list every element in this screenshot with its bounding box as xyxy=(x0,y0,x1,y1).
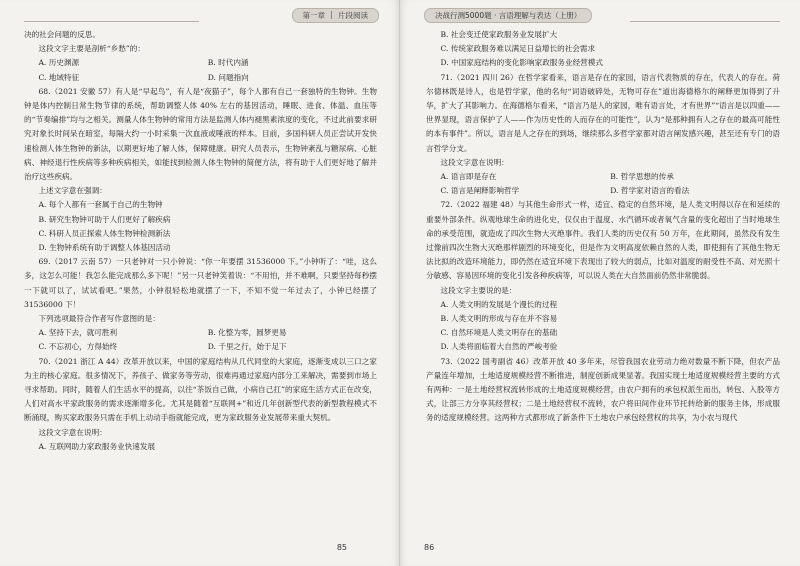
question-stem: 下列选项最符合作者写作意图的是： xyxy=(38,314,160,324)
option-c: C. 语言是阐释影响哲学 xyxy=(440,186,520,196)
left-page-header xyxy=(0,8,399,22)
option-d: D. 哲学家对语言的看法 xyxy=(610,186,690,196)
option-b: B. 研究生物钟可助于人们更好了解疾病 xyxy=(38,214,171,224)
question-73: 73.（2022 国考副省 46）改革开放 40 多年来，尽管我国农业劳动力绝对数量不断下降，但农产品产量连年增加，土地适度规模经营不断推进，制度创新成果显著。我国实现土地适度规模经营主要的方式有两种：一是土地经营权流转形成的土地适度规模经营，由农户拥有的承包权派生而出，转包、入股等方式，让部三方分享其经营权；二是土地经营权不流转，农户将田间作业环节托转给新的服务主体，形成服务的适度规模经营。这两种方式都形成了新条件下土地农户承包经营权的共享，为小农与现代 xyxy=(426,356,780,423)
option-b: B. 时代内涵 xyxy=(207,58,249,68)
options-69 xyxy=(24,326,377,354)
question-stem: 上述文字意在强调： xyxy=(38,186,107,196)
options-71 xyxy=(426,170,780,198)
book-title: 决战行测5000题 · 言语理解与表达（上册） xyxy=(435,10,582,20)
option-a: A. 历史渊源 xyxy=(38,58,80,68)
header-rule xyxy=(24,21,199,22)
question-70: 70.（2021 浙江 A 44）改革开放以来，中国的家庭结构从几代同堂的大家庭，逐渐变成以三口之家为主的核心家庭。很多情况下，养孩子、做家务等劳动，很难再通过家庭内部分工来解决，需要到市场上寻求帮助。同时，随着人们生活水平的提高，以往“茶饭自己做，小病自己扛”的家庭生活方式正在改变，人们对高水平家政服务的需求逐渐增多化。尤其是随着“互联网+”和近几年创新型代表的新型教程模式不断涌现，购买家政服务只需在手机上动动手指就能完成，更为家政服务业发展带来重大契机。 xyxy=(24,356,377,423)
page-number: 85 xyxy=(336,543,347,552)
option-b: B. 社会变迁使家政服务业发展扩大 xyxy=(440,30,558,39)
option-d: D. 问题指向 xyxy=(207,72,249,82)
question-stem: 这段文字意在说明： xyxy=(440,157,509,167)
option-a: A. 人类文明的发展是个漫长的过程 xyxy=(440,299,558,309)
question-stem: 这段文字主要说的是： xyxy=(440,285,517,295)
chapter-label: 第一章 xyxy=(302,10,325,20)
options-67 xyxy=(24,56,377,84)
option-d: D. 千里之行，始于足下 xyxy=(207,342,287,352)
right-page-body xyxy=(426,28,780,426)
option-c: C. 自然环境是人类文明存在的基础 xyxy=(440,328,558,338)
right-page-header xyxy=(400,8,800,22)
question-68: 68.（2021 安徽 57）有人是“早起鸟”，有人是“夜猫子”，每个人都有自己一套独特的生物钟。生物钟是体内控制日常生物节律的系统，帮助调整人体 40% 左右的基因活动，睡眠、进食、体温、血压等的“节奏编排”均与之相关。测量人体生物钟的常用方法是监测人体内褪黑素浓度的变化，不过此前要求研究对象长时间呆在暗室，每隔大约一小时采集一次血液或唾液的样本。目前，多国科研人员正尝试开发快速检测人体生物钟的新法，以期更好地了解人体，保障健康。研究人员表示，生物钟紊乱与糖尿病、心脏病、神经退行性疾病等多种疾病相关，如能找到检测人体生物钟的简便方法，将有助于人们更好地了解并治疗这些疾病。 xyxy=(24,86,377,182)
option-a: A. 语言即是存在 xyxy=(440,172,497,182)
right-page xyxy=(400,0,800,566)
question-69: 69.（2017 云南 57）一只老钟对一只小钟说：“你一年要摆 31536000 下。”小钟听了：“哇，这么多，这怎么可能！我怎么能完成那么多下呢！”另一只老钟笑着说：“不用怕，并不难啊，只要坚持每秒摆一下就可以了，试试看吧。”果然，小钟很轻松地就摆了一下，不知不觉一年过去了，小钟已经摆了 31536000 下！ xyxy=(24,257,377,309)
option-c: C. 传统家政服务难以满足日益增长的社会需求 xyxy=(440,44,596,54)
question-stem: 这段文字意在说明： xyxy=(38,427,107,437)
chapter-badge xyxy=(292,8,380,23)
option-d: D. 中国家庭结构的变化影响家政服务业经营模式 xyxy=(440,58,603,68)
option-a: A. 坚持下去，就可胜利 xyxy=(38,328,118,338)
page-number: 86 xyxy=(424,543,435,552)
question-stem: 这段文字主要是剖析“乡愁”的： xyxy=(38,44,145,54)
option-c: C. 科研人员正探索人体生物钟检测新法 xyxy=(38,228,171,238)
option-a: A. 互联网助力家政服务业快速发展 xyxy=(38,441,156,451)
question-71: 71.（2021 四川 26）在哲学家看来，语言是存在的家园，语言代表物质的存在，代表人的存在。荷尔德林既是诗人，也是哲学家，他的名句“词语破碎处，无物可存在”道出海德格尔的阐释更加得到了升华，扩大了其影响力。在海德格尔看来，“语言乃是人的家园，唯有语言处，才有世界”“语言是以四重——世界显现，语言保护了人——作为历史性的人而存在的可能性”，认为“是那种拥有人之存在的最高可能性的本有事件”。所以，语言是人之存在的到场，继续那么多哲学家都对语言阐发感兴趣，甚至还有专门的语言哲学分支。 xyxy=(426,72,780,153)
left-page-body xyxy=(24,28,377,454)
book-title-badge xyxy=(424,8,592,23)
option-b: B. 哲学思想的传承 xyxy=(610,172,674,182)
option-b: B. 化整为零，圆梦更易 xyxy=(207,328,287,338)
header-separator xyxy=(331,11,332,19)
question-72: 72.（2022 福建 48）与其他生命形式一样，适宜、稳定的自然环境，是人类文明得以存在和延续的重要外部条件。纵观地球生命的进化史，仅仅由于温度、水汽循环或者氧气含量的变化超出了当时地球生命的承受范围，就造成了四次生物大灭绝事件。我们人类的历史仅有 50 万年，在此期间，虽然没有发生过像前四次生物大灭绝那样剧烈的环境变化，但是作为文明高度依赖自然的人类，即使拥有了其他生物无法比拟的改造环境能力，即仍然在适宜环境下表现出了较大的弱点，比如对温度的耐受性不高、对光照十分敏感、容易因环境的变化引发各种疾病等，可以说人类在大自然面前仍然非常脆弱。 xyxy=(426,200,780,281)
text-line: 决的社会问题的反思。 xyxy=(24,30,100,39)
option-d: D. 人类将面临着大自然的严峻考验 xyxy=(440,342,558,352)
option-b: B. 人类文明的形成与存在并不容易 xyxy=(440,314,558,324)
section-label: 片段阅读 xyxy=(338,10,368,20)
option-d: D. 生物钟系统有助于调整人体基因活动 xyxy=(38,243,171,253)
header-rule xyxy=(630,21,780,22)
option-a: A. 每个人都有一套属于自己的生物钟 xyxy=(38,200,163,210)
option-c: C. 不忘初心，方得始终 xyxy=(38,342,118,352)
option-c: C. 地域特征 xyxy=(38,72,80,82)
